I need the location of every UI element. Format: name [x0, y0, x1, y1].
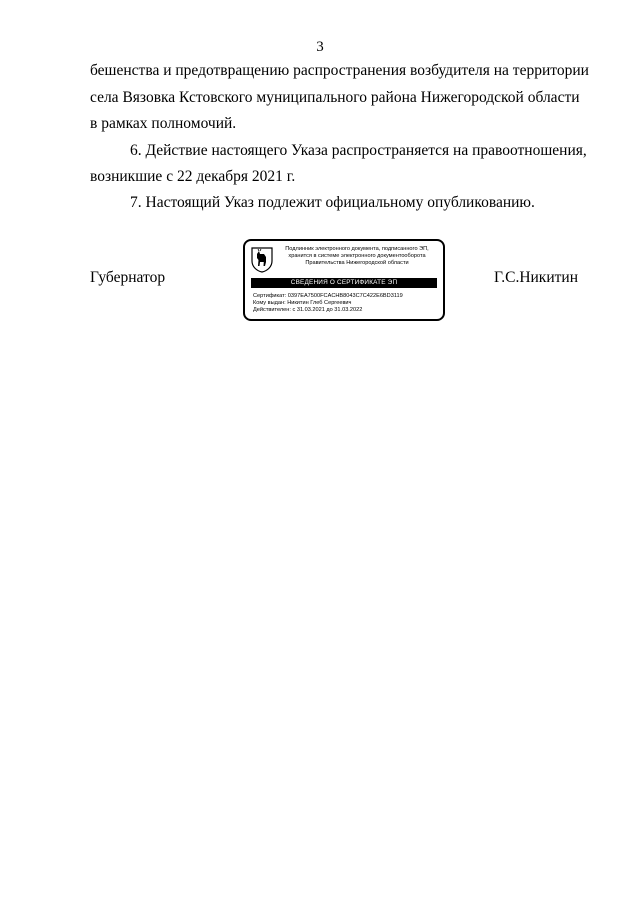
stamp-header-line: Правительства Нижегородской области — [305, 260, 409, 267]
body-line: села Вязовка Кстовского муниципального района Нижегородской области — [90, 89, 580, 106]
certificate-details — [253, 293, 439, 315]
certificate-info-bar: СВЕДЕНИЯ О СЕРТИФИКАТЕ ЭП — [251, 278, 437, 288]
certificate-validity: Действителен: с 31.03.2021 до 31.03.2022 — [253, 307, 363, 314]
paragraph-6-line: 6. Действие настоящего Указа распространяется на правоотношения, — [130, 142, 587, 159]
body-line: бешенства и предотвращению распространения возбудителя на территории — [90, 62, 589, 79]
stamp-header-line: хранится в системе электронного документооборота — [288, 253, 426, 260]
certificate-serial: Сертификат: 0397EA7500FCACHB8043C7C422E6BD3119 — [253, 293, 403, 299]
page-number: 3 — [316, 39, 324, 55]
certificate-owner: Кому выдан: Никитин Глеб Сергеевич — [253, 300, 352, 307]
stamp-header-line: Подлинник электронного документа, подписанного ЭП, — [285, 246, 429, 252]
signatory-position: Губернатор — [90, 269, 166, 286]
signatory-name: Г.С.Никитин — [494, 269, 578, 286]
paragraph-6-line: возникшие с 22 декабря 2021 г. — [90, 168, 296, 185]
stamp-header — [273, 246, 441, 268]
electronic-signature-stamp — [243, 239, 445, 321]
body-line: в рамках полномочий. — [90, 115, 237, 132]
paragraph-7-line: 7. Настоящий Указ подлежит официальному опубликованию. — [130, 194, 535, 211]
coat-of-arms-icon — [251, 247, 273, 273]
